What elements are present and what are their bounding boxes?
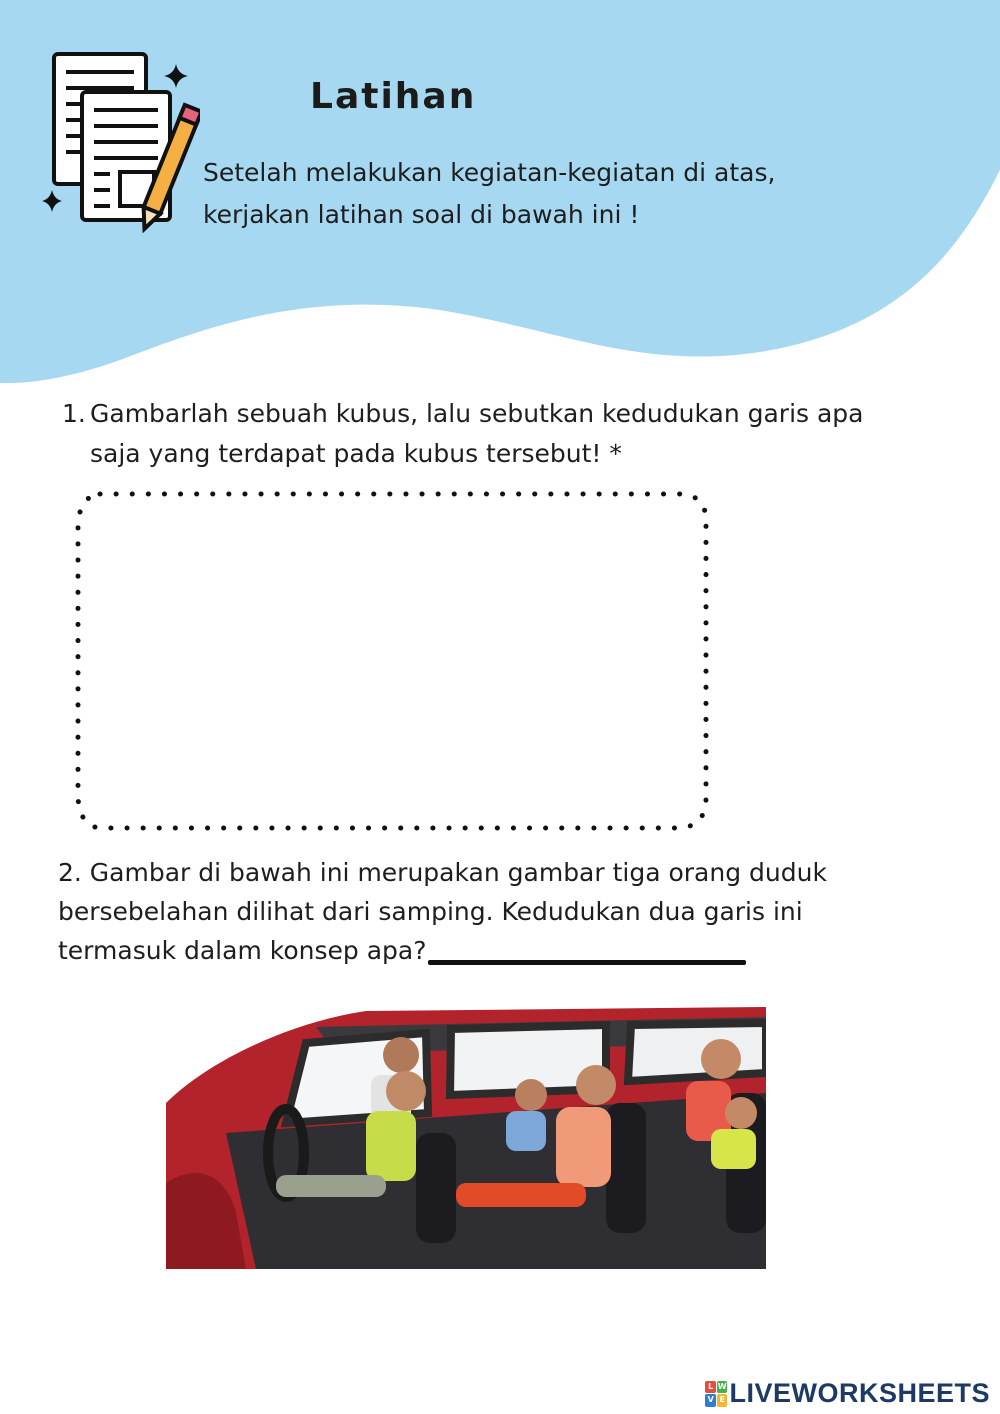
answer-blank-line[interactable] xyxy=(428,960,746,965)
instructions xyxy=(203,152,923,236)
question-text-line: saja yang terdapat pada kubus tersebut! * xyxy=(90,439,622,468)
brand-logo-icon: L W V E xyxy=(705,1381,727,1407)
brand-footer xyxy=(705,1378,990,1409)
instruction-line: kerjakan latihan soal di bawah ini ! xyxy=(203,200,640,229)
question-text-line xyxy=(58,931,958,970)
instruction-line: Setelah melakukan kegiatan-kegiatan di atas, xyxy=(203,158,776,187)
question-number: 1. xyxy=(62,399,86,428)
brand-name[interactable]: LIVEWORKSHEETS xyxy=(729,1378,990,1408)
answer-drawing-box[interactable] xyxy=(70,484,720,844)
question-text-line: Gambarlah sebuah kubus, lalu sebutkan kedudukan garis apa xyxy=(90,399,864,428)
worksheet-icon xyxy=(40,48,200,233)
question-text-line: 2. Gambar di bawah ini merupakan gambar tiga orang duduk xyxy=(58,858,827,887)
question-1 xyxy=(62,394,962,474)
sparkle-icon xyxy=(164,64,188,88)
question-text-line: bersebelahan dilihat dari samping. Kedudukan dua garis ini xyxy=(58,897,803,926)
question-2 xyxy=(58,853,958,970)
sparkle-icon xyxy=(42,190,62,212)
page-title: Latihan xyxy=(310,76,477,117)
question-text-line-end: termasuk dalam konsep apa? xyxy=(58,936,427,965)
car-passengers-photo xyxy=(166,1003,766,1269)
